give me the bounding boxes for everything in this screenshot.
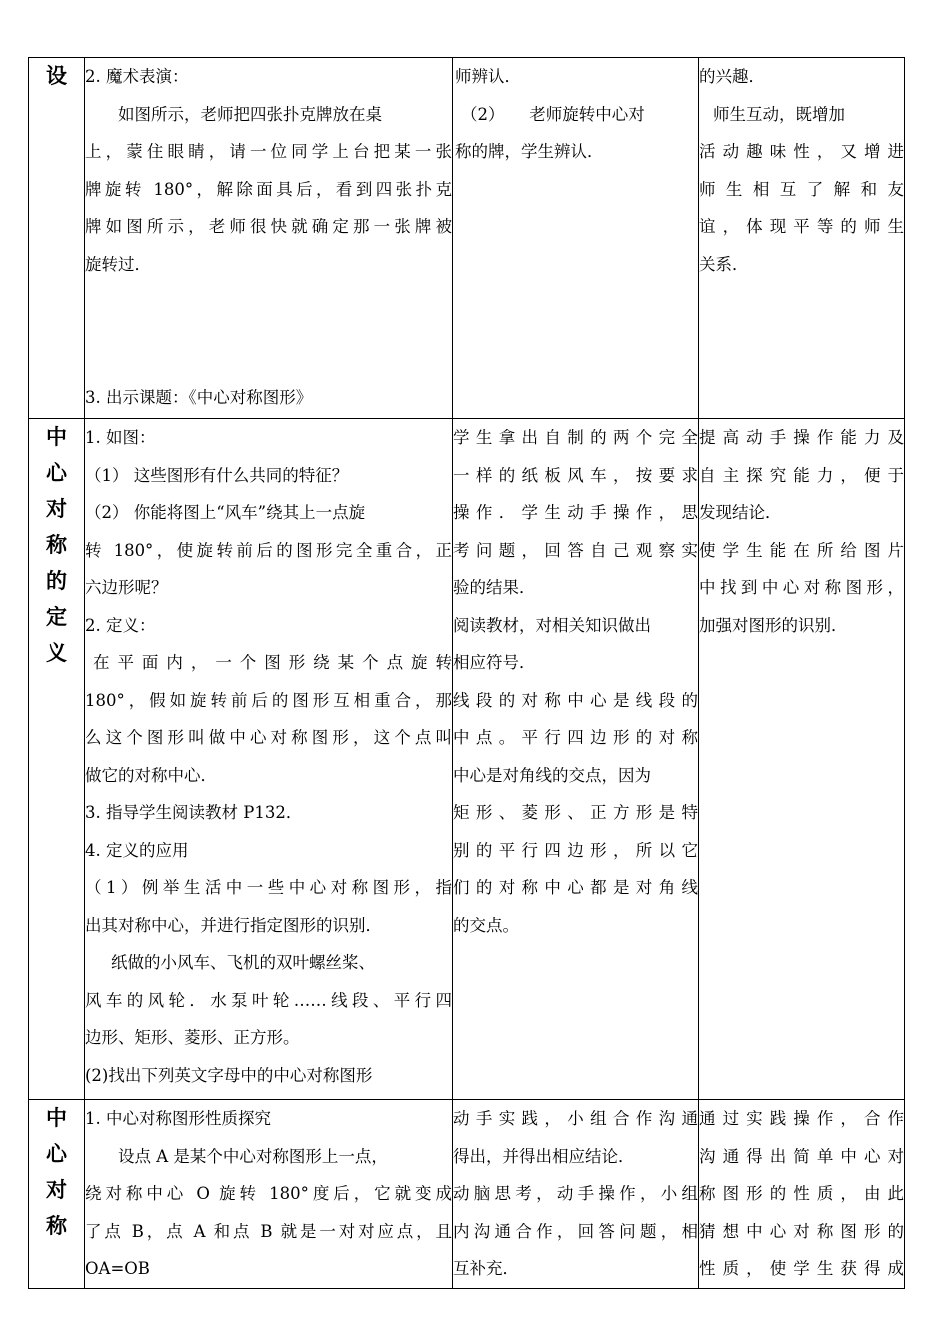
text-line: 纸做的小风车、飞机的双叶螺丝桨、 [111,953,375,972]
text-line: 阅读教材，对相关知识做出 [453,615,651,635]
table-row-property [29,1100,905,1289]
stage-label [29,419,85,1100]
text-line: 么这个图形叫做中心对称图形，这个点叫 [85,728,452,747]
text-line: 得出，并得出相应结论． [453,1146,635,1166]
figure-space [85,283,452,379]
text-line: 上，蒙住眼睛，请一位同学上台把某一张 [85,142,452,161]
text-line: 的交点。 [453,915,519,935]
text-line: 的兴趣． [699,67,765,86]
stage-label-char: 中 [46,425,67,449]
text-line: 风车的风轮．水泵叶轮……线段、平行四 [85,990,452,1010]
text-line: 1. 中心对称图形性质探究 [85,1109,271,1128]
text-line: 验的结果． [453,578,536,597]
text-line: 旋转过． [85,254,151,274]
text-line: 牌旋转 180°，解除面具后，看到四张扑克 [85,179,452,199]
text-line: 1. 如图： [85,428,156,447]
text-line: （1）例举生活中一些中心对称图形，指 [85,878,452,897]
text-line: 牌如图所示，老师很快就确定那一张牌被 [85,217,452,236]
text-line: 提高动手操作能力及 [699,428,904,447]
text-line: 称的牌，学生辨认． [455,142,604,161]
stage-label-char: 对 [46,1178,67,1202]
text-line: 中心是对角线的交点，因为 [453,765,651,785]
text-line: 沟通得出简单中心对 [699,1146,904,1166]
text-line: 别的平行四边形，所以它 [453,840,698,860]
table-row-intro [29,58,905,419]
text-line: 中点。平行四边形的对称 [453,728,698,747]
stage-label-char: 对 [46,497,67,521]
text-line: 出其对称中心，并进行指定图形的识别． [85,915,382,935]
text-line: 称图形的性质，由此 [699,1184,904,1203]
text-line: 相应符号． [453,653,536,672]
text-line: 一样的纸板风车，按要求 [453,465,698,485]
student-activity-cell [453,419,699,1100]
text-line: 互补充． [453,1259,519,1278]
stage-label-char: 定 [46,605,67,629]
text-line: 们的对称中心都是对角线 [453,878,698,897]
stage-label-char: 义 [46,641,67,665]
text-line: 性质，使学生获得成 [699,1259,904,1278]
text-line: 2. 魔术表演： [85,67,189,86]
text-line: 关系． [699,254,749,274]
text-line: 设点 A 是某个中心对称图形上一点， [118,1146,388,1166]
text-line: 自主探究能力，便于 [699,465,904,485]
design-intent-cell [699,58,905,419]
text-line: 180°，假如旋转前后的图形互相重合，那 [85,690,452,710]
stage-label-char: 心 [46,1142,67,1166]
text-line: 了点 B，点 A 和点 B 就是一对对应点，且 [85,1221,452,1241]
text-line: 绕对称中心 O 旋转 180°度后，它就变成 [85,1184,452,1203]
stage-label [29,58,85,419]
text-line: 动脑思考，动手操作，小组 [453,1184,698,1203]
text-line: 转 180°，使旋转前后的图形完全重合，正 [85,540,452,560]
text-line: 加强对图形的识别． [699,615,848,635]
text-line: OA=OB [85,1259,150,1278]
text-line: 通过实践操作，合作 [699,1109,904,1128]
text-line: （1） 这些图形有什么共同的特征？ [85,465,349,485]
text-line: 师生互动，既增加 [713,104,845,124]
student-activity-cell [453,58,699,419]
stage-label-char: 称 [46,1214,67,1238]
text-line: （2） 老师旋转中心对 [461,104,645,124]
text-line: 活动趣味性，又增进 [699,142,904,161]
stage-label-char: 的 [46,569,67,593]
text-line: 中找到中心对称图形， [699,578,904,597]
design-intent-cell [699,1100,905,1289]
text-line: 3. 出示课题：《中心对称图形》 [85,388,313,407]
text-line: 线段的对称中心是线段的 [453,690,698,710]
teacher-activity-cell [85,419,453,1100]
lesson-plan-table [28,57,905,1289]
text-line: 师生相互了解和友 [699,179,904,199]
text-line: 3. 指导学生阅读教材 P132． [85,803,303,822]
teacher-activity-cell [85,58,453,419]
text-line: 六边形呢？ [85,578,168,597]
stage-label [29,1100,85,1289]
text-line: 使学生能在所给图片 [699,540,904,560]
text-line: 边形、矩形、菱形、正方形。 [85,1028,300,1047]
text-line: 在平面内，一个图形绕某个点旋转 [93,653,452,672]
text-line: 谊，体现平等的师生 [699,217,904,236]
text-line: 如图所示，老师把四张扑克牌放在桌 [118,104,382,124]
text-line: 动手实践，小组合作沟通 [453,1109,698,1128]
text-line: 内沟通合作，回答问题，相 [453,1221,698,1241]
text-line: 发现结论． [699,503,782,522]
text-line: 2. 定义： [85,615,156,635]
text-line: 学生拿出自制的两个完全 [453,428,698,447]
text-line: 4. 定义的应用 [85,840,189,860]
text-line: 操作．学生动手操作，思 [453,503,698,522]
text-line: （2） 你能将图上“风车”绕其上一点旋 [85,503,366,522]
text-line: (2)找出下列英文字母中的中心对称图形 [85,1065,373,1085]
stage-label-char: 中 [46,1106,67,1130]
stage-label-char: 心 [46,461,67,485]
text-line: 矩形、菱形、正方形是特 [453,803,698,822]
text-line: 猜想中心对称图形的 [699,1221,904,1241]
teacher-activity-cell [85,1100,453,1289]
text-line: 师辨认． [455,67,521,86]
student-activity-cell [453,1100,699,1289]
table-row-definition [29,419,905,1100]
stage-label-char: 称 [46,533,67,557]
text-line: 考问题，回答自己观察实 [453,540,698,560]
stage-label-char: 设 [46,64,67,88]
text-line: 做它的对称中心． [85,765,217,785]
design-intent-cell [699,419,905,1100]
